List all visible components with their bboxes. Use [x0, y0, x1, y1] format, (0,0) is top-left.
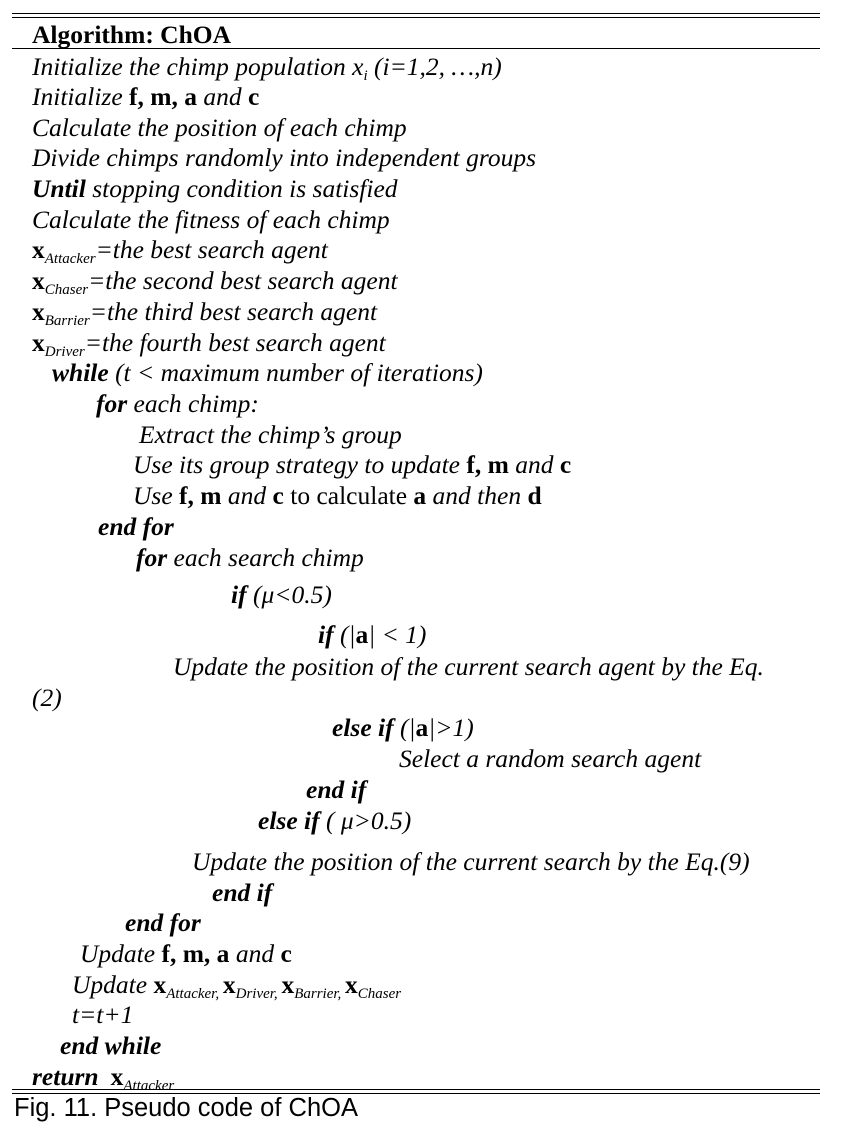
line-text: each chimp:	[127, 389, 259, 418]
bold-param: d	[527, 481, 542, 510]
vector-x: x	[32, 297, 45, 326]
line-end-if-2: end if	[212, 878, 273, 907]
line-attacker	[32, 235, 328, 269]
line-text: each search chimp	[167, 543, 364, 572]
subscript: Driver,	[235, 986, 282, 1002]
subscript: Barrier	[44, 313, 90, 329]
line-calc-fitness: Calculate the fitness of each chimp	[32, 205, 390, 234]
bold-params: f, m	[466, 450, 509, 479]
keyword: else if	[332, 713, 394, 742]
line-text: ( μ>0.5)	[319, 806, 412, 835]
vector-x: x	[32, 235, 45, 264]
keyword: for	[136, 543, 168, 572]
subscript: Chaser	[44, 282, 89, 298]
bold-param: a	[415, 713, 429, 742]
line-end-while: end while	[60, 1031, 162, 1060]
keyword: for	[96, 389, 128, 418]
vector-x: x	[32, 266, 45, 295]
line-calc-a-d	[133, 481, 542, 511]
bold-param: c	[280, 939, 292, 968]
line-group-strategy	[133, 450, 571, 480]
line-if-mu-lt	[231, 580, 332, 610]
line-text: and then	[426, 481, 528, 510]
line-text: (|	[333, 620, 356, 649]
bold-param: c	[248, 82, 260, 111]
keyword: return	[32, 1062, 99, 1091]
keyword: while	[52, 358, 109, 387]
bold-param: a	[355, 620, 369, 649]
line-text: Initialize	[32, 82, 130, 111]
line-initialize-params	[32, 82, 259, 112]
vector-x: x	[110, 1062, 124, 1091]
line-update-params	[80, 939, 292, 969]
line-text: =the third best search agent	[89, 297, 378, 326]
algorithm-title: Algorithm: ChOA	[32, 20, 232, 49]
line-end-for-1: end for	[98, 512, 174, 541]
bold-params: f, m	[179, 481, 222, 510]
line-text: and	[508, 450, 560, 479]
line-text: | < 1)	[368, 620, 427, 649]
vector-x: x	[32, 328, 45, 357]
bold-param: c	[559, 450, 572, 479]
line-driver	[32, 328, 386, 362]
line-if-a-lt-1	[318, 620, 426, 650]
keyword: if	[318, 620, 334, 649]
line-for-each-search-chimp	[136, 543, 364, 573]
line-text: Update	[72, 970, 154, 999]
subscript: i	[363, 68, 368, 84]
line-text: Initialize the chimp population x	[32, 52, 364, 81]
line-end-if-1: end if	[306, 775, 367, 804]
line-until	[32, 174, 398, 204]
title-rule	[12, 48, 820, 49]
line-text: =the fourth best search agent	[84, 328, 386, 357]
line-text: =the second best search agent	[88, 266, 398, 295]
line-return	[32, 1062, 174, 1096]
line-text: Use its group strategy to update	[133, 450, 467, 479]
bold-param: c	[272, 481, 284, 510]
line-extract-group: Extract the chimp’s group	[139, 420, 402, 449]
subscript: Barrier,	[294, 986, 346, 1002]
line-update-eq2: Update the position of the current search agent by the Eq.	[173, 652, 764, 681]
vector-x: x	[222, 970, 236, 999]
line-text: (i=1,2, …,n)	[367, 52, 502, 81]
line-calc-position: Calculate the position of each chimp	[32, 113, 407, 142]
line-else-if-mu-gt	[258, 806, 411, 836]
line-end-for-2: end for	[125, 908, 201, 937]
line-text: (t < maximum number of iterations)	[108, 358, 483, 387]
line-initialize-population	[32, 52, 502, 86]
line-barrier	[32, 297, 377, 331]
figure-caption: Fig. 11. Pseudo code of ChOA	[14, 1094, 358, 1122]
line-text: to calculate	[283, 481, 414, 510]
line-update-eq9: Update the position of the current search by the Eq.(9)	[192, 847, 750, 876]
subscript: Attacker,	[166, 986, 223, 1002]
keyword: if	[231, 580, 247, 609]
line-select-random: Select a random search agent	[399, 744, 702, 773]
line-update-agents	[72, 970, 401, 1004]
line-chaser	[32, 266, 398, 300]
line-divide-groups: Divide chimps randomly into independent groups	[32, 143, 537, 172]
line-text: stopping condition is satisfied	[85, 174, 398, 203]
line-else-if-a-gt-1	[332, 713, 474, 743]
keyword: Until	[32, 174, 86, 203]
bold-params: f, m, a	[129, 82, 198, 111]
vector-x: x	[153, 970, 167, 999]
line-text: and	[197, 82, 249, 111]
line-while	[52, 358, 483, 388]
subscript: Driver	[44, 344, 85, 360]
top-rule-inner	[12, 17, 820, 18]
keyword: else if	[258, 806, 320, 835]
line-eq2-ref: (2)	[32, 683, 62, 712]
line-increment-t: t=t+1	[72, 1000, 134, 1029]
line-text: |>1)	[428, 713, 474, 742]
line-text: (|	[393, 713, 416, 742]
line-text: Update	[80, 939, 162, 968]
line-text: =the best search agent	[95, 235, 328, 264]
line-for-each-chimp	[96, 389, 259, 419]
top-rule	[12, 13, 820, 14]
vector-x: x	[281, 970, 295, 999]
line-text: and	[221, 481, 273, 510]
subscript: Attacker	[44, 251, 96, 267]
subscript: Chaser	[357, 986, 402, 1002]
subscript: Attacker	[123, 1078, 175, 1094]
line-text: (μ<0.5)	[246, 580, 332, 609]
bold-params: f, m, a	[161, 939, 230, 968]
line-text: Use	[133, 481, 180, 510]
bottom-rule	[12, 1089, 820, 1090]
bold-param: a	[413, 481, 427, 510]
vector-x: x	[345, 970, 358, 999]
line-text: and	[229, 939, 281, 968]
